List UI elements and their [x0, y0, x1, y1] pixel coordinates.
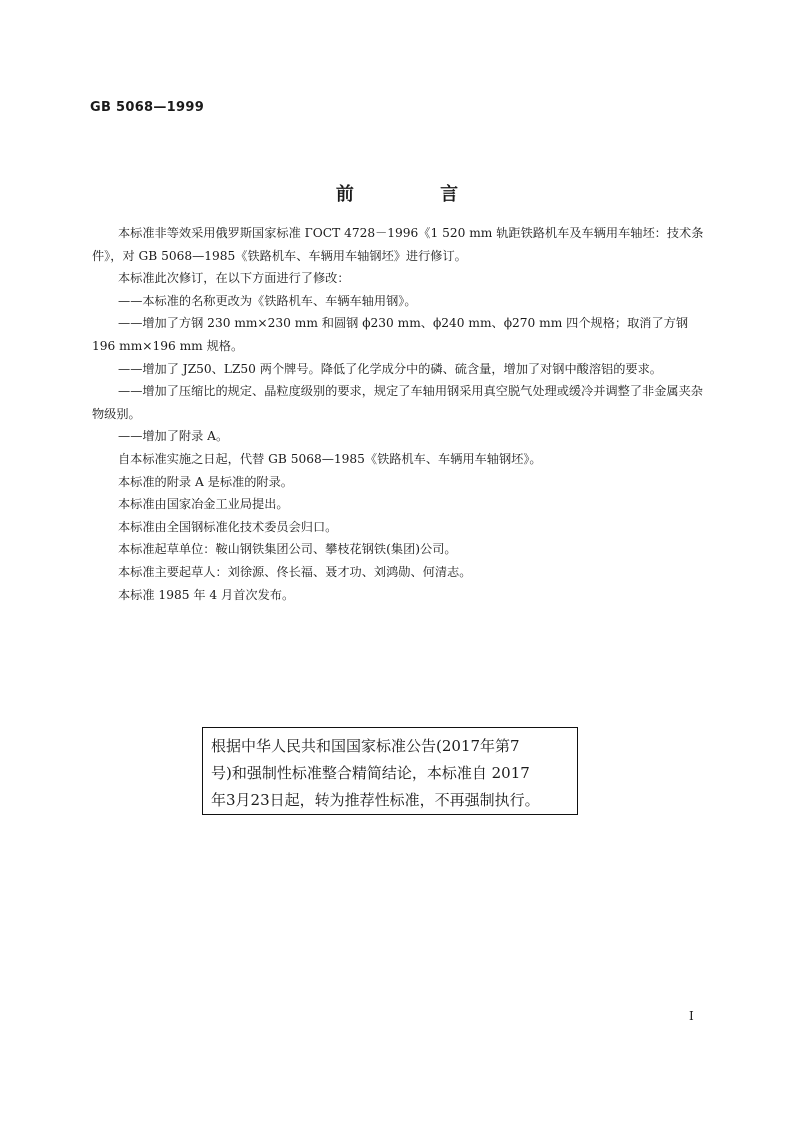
- page-number: I: [689, 1009, 694, 1023]
- notice-line-2: 号)和强制性标准整合精简结论，本标准自 2017: [211, 764, 530, 782]
- paragraph-change-compression: ——增加了压缩比的规定、晶粒度级别的要求，规定了车轴用钢采用真空脱气处理或缓冷并调整了非金属夹杂物级别。: [92, 384, 703, 421]
- paragraph-appendix-status: 本标准的附录 A 是标准的附录。: [118, 474, 293, 489]
- paragraph-replaces: 自本标准实施之日起，代替 GB 5068—1985《铁路机车、车辆用车轴钢坯》。: [118, 451, 542, 466]
- paragraph-change-name: ——本标准的名称更改为《铁路机车、车辆车轴用钢》。: [118, 293, 417, 308]
- foreword-body: [92, 222, 710, 606]
- paragraph-proposed-by: 本标准由国家冶金工业局提出。: [118, 497, 289, 512]
- paragraph-adoption: 本标准非等效采用俄罗斯国家标准 ГОСТ 4728－1996《1 520 mm 轨距铁路机车及车辆用车轴坯：技术条件》，对 GB 5068—1985《铁路机车、车辆用车轴钢坯》进行修订。: [92, 226, 704, 263]
- status-notice-box: [202, 727, 578, 815]
- paragraph-centralized-by: 本标准由全国钢标准化技术委员会归口。: [118, 519, 338, 534]
- paragraph-revision-intro: 本标准此次修订，在以下方面进行了修改：: [118, 271, 350, 286]
- paragraph-first-issue: 本标准 1985 年 4 月首次发布。: [118, 587, 295, 602]
- notice-line-3: 年3月23日起，转为推荐性标准，不再强制执行。: [211, 791, 540, 809]
- paragraph-drafters: 本标准主要起草人：刘徐源、佟长福、聂才功、刘鸿勋、何清志。: [118, 564, 472, 579]
- notice-line-1: 根据中华人民共和国国家标准公告(2017年第7: [211, 737, 520, 755]
- page-title: 前 言: [335, 184, 499, 205]
- paragraph-change-grades: ——增加了 JZ50、LZ50 两个牌号。降低了化学成分中的磷、硫含量，增加了对钢中酸溶铝的要求。: [118, 361, 662, 376]
- paragraph-drafting-units: 本标准起草单位：鞍山钢铁集团公司、攀枝花钢铁(集团)公司。: [118, 542, 457, 557]
- document-id-header: GB 5068—1999: [90, 100, 205, 115]
- paragraph-change-appendix: ——增加了附录 A。: [118, 429, 229, 444]
- paragraph-change-sizes: ——增加了方钢 230 mm×230 mm 和圆钢 ϕ230 mm、ϕ240 mm、ϕ270 mm 四个规格；取消了方钢 196 mm×196 mm 规格。: [92, 316, 689, 353]
